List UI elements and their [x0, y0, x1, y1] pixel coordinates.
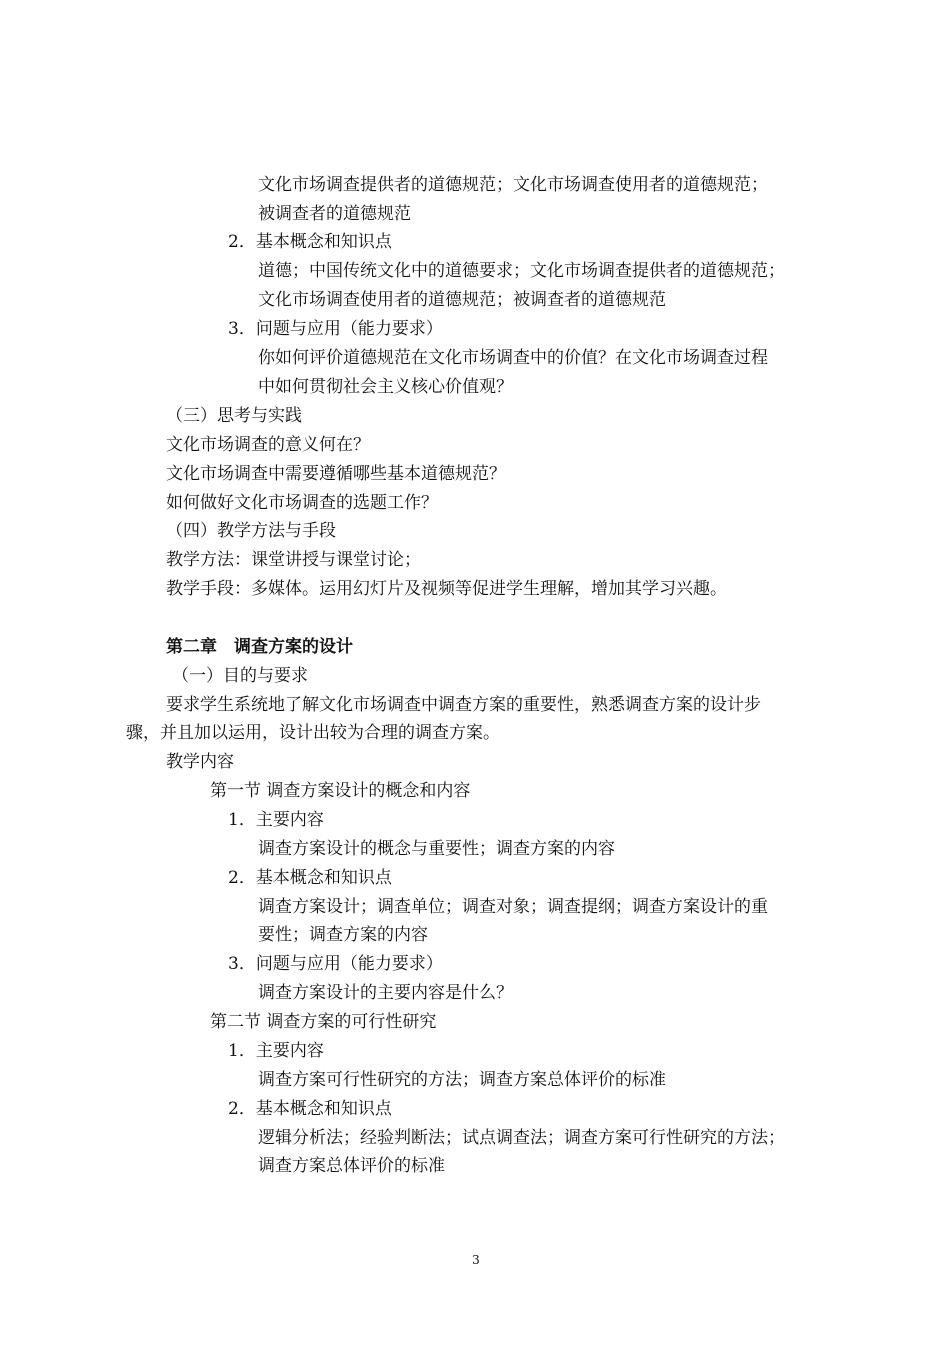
text-line: 文化市场调查的意义何在？ [166, 435, 370, 455]
page-number: 3 [472, 1253, 480, 1267]
item-heading: 2．基本概念和知识点 [228, 232, 392, 252]
subsection-heading: 第一节 调查方案设计的概念和内容 [210, 781, 471, 801]
section-heading: （三）思考与实践 [166, 406, 302, 426]
text-line: 调查方案设计的概念与重要性；调查方案的内容 [258, 839, 615, 859]
text-line: 逻辑分析法；经验判断法；试点调查法；调查方案可行性研究的方法； [258, 1128, 785, 1148]
text-line: 调查方案设计的主要内容是什么？ [258, 983, 513, 1003]
text-line: 如何做好文化市场调查的选题工作？ [166, 493, 438, 513]
item-heading: 1．主要内容 [228, 810, 324, 830]
text-line: 要求学生系统地了解文化市场调查中调查方案的重要性，熟悉调查方案的设计步 [166, 695, 761, 715]
text-line: 你如何评价道德规范在文化市场调查中的价值？在文化市场调查过程 [258, 348, 768, 368]
subsection-heading: 第二节 调查方案的可行性研究 [210, 1012, 437, 1032]
text-line: 骤，并且加以运用，设计出较为合理的调查方案。 [126, 723, 500, 743]
chapter-title: 第二章 调查方案的设计 [166, 637, 353, 657]
item-heading: 2．基本概念和知识点 [228, 868, 392, 888]
text-line: 文化市场调查中需要遵循哪些基本道德规范？ [166, 464, 506, 484]
text-line: 教学方法：课堂讲授与课堂讨论； [166, 550, 421, 570]
text-line: 文化市场调查提供者的道德规范；文化市场调查使用者的道德规范； [258, 175, 768, 195]
item-heading: 1．主要内容 [228, 1041, 324, 1061]
text-line: 调查方案设计；调查单位；调查对象；调查提纲；调查方案设计的重 [258, 897, 768, 917]
item-heading: 2．基本概念和知识点 [228, 1099, 392, 1119]
section-heading: （四）教学方法与手段 [166, 521, 336, 541]
section-heading: 教学内容 [166, 752, 234, 772]
text-line: 道德；中国传统文化中的道德要求；文化市场调查提供者的道德规范； [258, 261, 785, 281]
text-line: 要性；调查方案的内容 [258, 925, 428, 945]
section-heading: （一）目的与要求 [172, 666, 308, 686]
text-line: 文化市场调查使用者的道德规范；被调查者的道德规范 [258, 290, 666, 310]
text-line: 调查方案总体评价的标准 [258, 1156, 445, 1176]
item-heading: 3．问题与应用（能力要求） [228, 954, 443, 974]
text-line: 中如何贯彻社会主义核心价值观？ [258, 377, 513, 397]
text-line: 教学手段：多媒体。运用幻灯片及视频等促进学生理解，增加其学习兴趣。 [166, 579, 727, 599]
item-heading: 3．问题与应用（能力要求） [228, 319, 443, 339]
text-line: 被调查者的道德规范 [258, 204, 411, 224]
text-line: 调查方案可行性研究的方法；调查方案总体评价的标准 [258, 1070, 666, 1090]
